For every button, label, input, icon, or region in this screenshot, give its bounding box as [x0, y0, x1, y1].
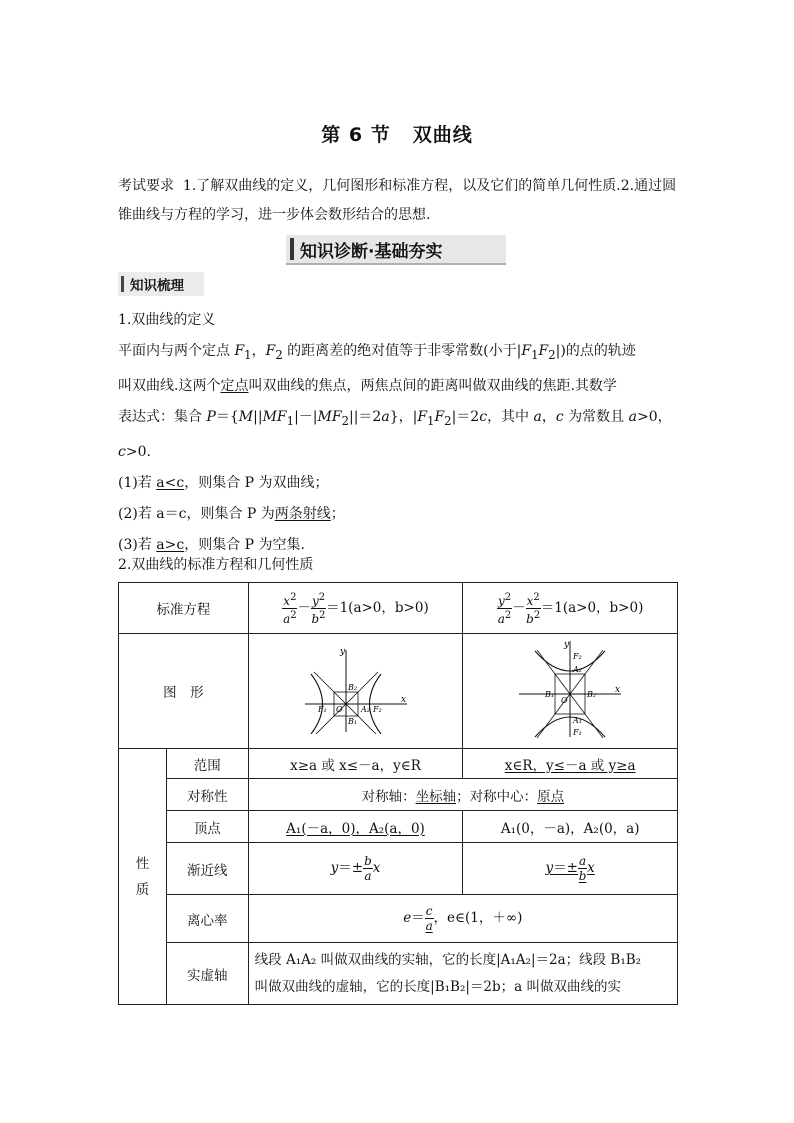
section-banner — [286, 235, 506, 265]
svg-text:F₁: F₁ — [573, 728, 582, 737]
hyperbola-properties-table — [118, 582, 678, 1005]
cell-range-y: x∈R，y≤－a 或 y≥a — [463, 749, 678, 779]
cell-range-x: x≥a 或 x≤－a，y∈R — [248, 749, 463, 779]
figure-x-axis-hyperbola — [248, 634, 463, 749]
cell-vertex-label: 顶点 — [166, 811, 248, 843]
svg-text:x: x — [615, 685, 621, 695]
cell-standard-equation-label: 标准方程 — [119, 583, 249, 634]
row-vertex — [119, 811, 678, 843]
cell-asymptote-y: y＝± $\frac{a}{b}$ x — [463, 843, 678, 895]
svg-text:F₁: F₁ — [317, 705, 327, 714]
cell-symmetry-label: 对称性 — [166, 779, 248, 811]
svg-text:A₁: A₁ — [573, 716, 583, 725]
case-2: (2)若 a＝c，则集合 P 为两条射线； — [118, 505, 345, 522]
figure-y-axis-hyperbola — [463, 634, 678, 749]
exam-requirement — [118, 172, 678, 230]
cell-symmetry-value: 对称轴：坐标轴；对称中心：原点 — [248, 779, 677, 811]
section-number: 第 6 节 — [321, 124, 391, 146]
row-axes — [119, 943, 678, 1005]
svg-text:B₁: B₁ — [545, 690, 555, 699]
cell-asymptote-label: 渐近线 — [166, 843, 248, 895]
equation-x-axis: $\frac{x^2}{a^2}$ － $\frac{y^2}{b^2}$ ＝1(a>0，b>0) — [248, 583, 463, 634]
page-title — [0, 120, 794, 147]
svg-text:A₂: A₂ — [360, 705, 370, 714]
row-asymptote — [119, 843, 678, 895]
row-eccentricity — [119, 895, 678, 943]
svg-text:B₁: B₁ — [347, 717, 357, 726]
underlined-fixed-points: 定点 — [220, 377, 249, 394]
case-1: (1)若 a<c，则集合 P 为双曲线； — [118, 474, 329, 491]
cell-asymptote-x: y＝± $\frac{b}{a}$ x — [248, 843, 463, 895]
hyperbola-vertical-graph — [515, 639, 625, 739]
row-range — [119, 749, 678, 779]
svg-text:B₂: B₂ — [347, 683, 357, 692]
cell-axes-value: 线段 A₁A₂ 叫做双曲线的实轴，它的长度|A₁A₂|＝2a；线段 B₁B₂ 叫做双曲线的虚轴，它的长度|B₁B₂|＝2b；a 叫做双曲线的实 — [248, 943, 677, 1005]
cell-vertex-x: A₁(－a，0)，A₂(a，0) — [248, 811, 463, 843]
requirement-label: 考试要求 — [118, 178, 174, 194]
subheading — [118, 272, 204, 296]
svg-text:y: y — [564, 640, 570, 650]
svg-text:A₂: A₂ — [573, 665, 583, 674]
banner-text: 知识诊断·基础夯实 — [300, 241, 443, 262]
cell-eccentricity-label: 离心率 — [166, 895, 248, 943]
svg-text:x: x — [400, 695, 406, 705]
equation-y-axis: $\frac{y^2}{a^2}$ － $\frac{x^2}{b^2}$ ＝1(a>0，b>0) — [463, 583, 678, 634]
svg-text:F₂: F₂ — [372, 705, 382, 714]
definition-heading: 1.双曲线的定义 — [118, 312, 216, 328]
cell-axes-label: 实虚轴 — [166, 943, 248, 1005]
svg-text:O: O — [561, 696, 568, 705]
subheading-bar — [121, 276, 124, 292]
svg-text:O: O — [335, 705, 343, 714]
hyperbola-horizontal-graph — [301, 644, 411, 734]
row-figure — [119, 634, 678, 749]
section-2-heading: 2.双曲线的标准方程和几何性质 — [118, 557, 314, 573]
row-standard-equation — [119, 583, 678, 634]
requirement-text: 1.了解双曲线的定义，几何图形和标准方程，以及它们的简单几何性质.2.通过圆锥曲线与方程的学习，进一步体会数形结合的思想. — [118, 178, 677, 223]
banner-bar — [290, 238, 294, 260]
svg-text:B₂: B₂ — [587, 690, 597, 699]
cell-range-label: 范围 — [166, 749, 248, 779]
cell-eccentricity-value: e＝ $\frac{c}{a}$ ，e∈(1，＋∞) — [248, 895, 677, 943]
cell-properties-label: 性 质 — [119, 749, 167, 1005]
svg-text:y: y — [339, 647, 345, 657]
cell-figure-label: 图 形 — [119, 634, 249, 749]
definition-paragraph: 平面内与两个定点 $F_1$，$F_2$ 的距离差的绝对值等于非零常数(小于$|F_1F_2|$)的点的轨迹 叫双曲线.这两个定点叫双曲线的焦点，两焦点间的距离叫做双曲线的焦距.其数学 表达式：集合 $P=\{M||MF_1|-|MF_2||=2a\}$，$|F_1F_2|=2c$，其中 a，c 为常数且 a>0， c>0. (1)若 a<c，则集合 P 为双曲线； (2)若 a＝c，则集合 P 为两条射线； (3)若 a>c，则集合 P 为空集. — [118, 336, 678, 561]
section-name: 双曲线 — [412, 124, 473, 146]
svg-text:F₂: F₂ — [573, 652, 582, 661]
case-3: (3)若 a>c，则集合 P 为空集. — [118, 536, 305, 553]
cell-vertex-y: A₁(0，－a)，A₂(0，a) — [463, 811, 678, 843]
row-symmetry — [119, 779, 678, 811]
subheading-text: 知识梳理 — [130, 278, 184, 294]
